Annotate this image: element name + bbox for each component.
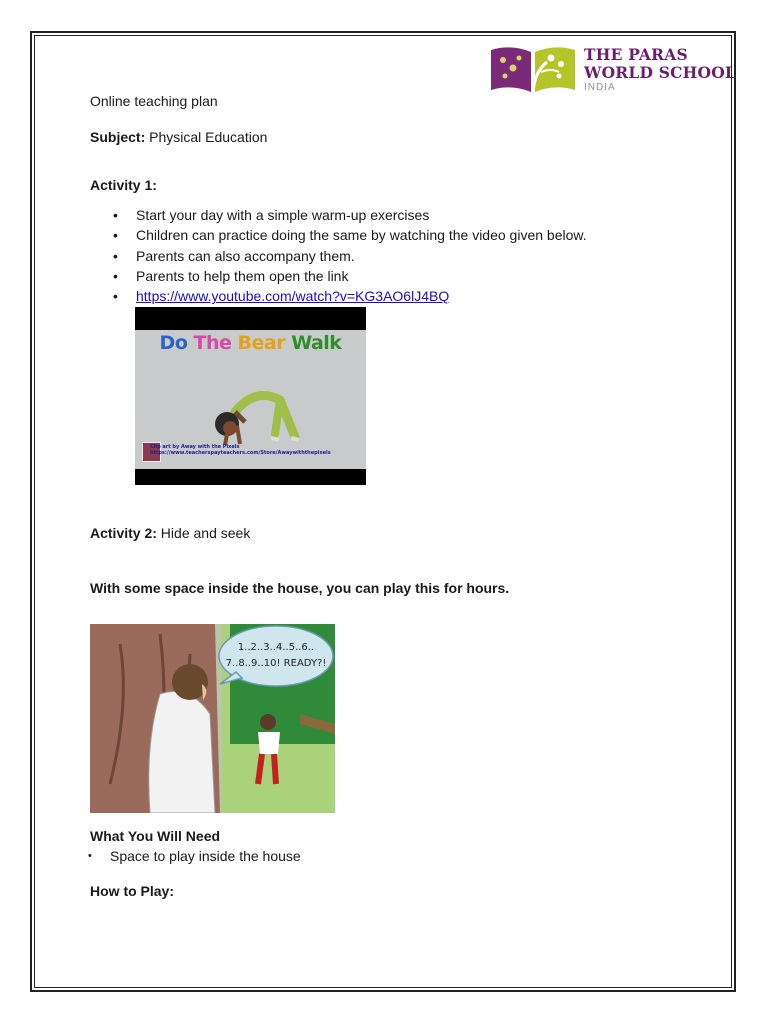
list-item: • Parents can also accompany them. (113, 247, 355, 264)
list-item: • Children can practice doing the same by watching the video given below. (113, 227, 587, 244)
list-item: • Parents to help them open the link (113, 267, 349, 284)
need-label: What You Will Need (90, 828, 221, 844)
bubble-text-1: 1..2..3..4..5..6.. (237, 642, 315, 653)
list-item: • Space to play inside the house (88, 848, 301, 864)
bear-walk-figure-icon (205, 382, 305, 452)
subject-label: Subject: (90, 129, 146, 145)
video-caption: Clip art by Away with the Pixels https://www.teacherspayteachers.com/Store/Awaywiththepixels (150, 444, 331, 456)
intro-line: With some space inside the house, you can play this for hours. (90, 580, 510, 596)
youtube-link[interactable]: https://www.youtube.com/watch?v=KG3AO6lJ4BQ (136, 288, 450, 305)
list-item: • Start your day with a simple warm-up exercises (113, 207, 430, 223)
activity-1-list (113, 205, 587, 306)
how-to-play-label: How to Play: (90, 883, 175, 899)
video-thumbnail[interactable] (135, 307, 366, 485)
activity-2-value: Hide and seek (156, 525, 251, 541)
logo-line-2: WORLD SCHOOL (584, 63, 737, 82)
activity-2-line (90, 525, 250, 542)
logo-line-1: THE PARAS (584, 45, 688, 64)
school-logo (489, 42, 737, 102)
hide-and-seek-illustration (90, 624, 335, 813)
subject-line (90, 129, 267, 146)
bubble-text-2: 7..8..9..10! READY?! (225, 658, 327, 669)
activity-1-label: Activity 1: (90, 177, 157, 193)
logo-line-3: INDIA (584, 82, 616, 93)
tree-book-logo-icon (489, 42, 579, 100)
list-item: • https://www.youtube.com/watch?v=KG3AO6lJ4BQ (113, 288, 450, 305)
need-list (88, 846, 301, 866)
video-title: Do The Bear Walk (159, 332, 342, 354)
subject-value: Physical Education (145, 129, 268, 145)
doc-heading: Online teaching plan (90, 93, 218, 109)
activity-2-label: Activity 2: (90, 525, 157, 541)
